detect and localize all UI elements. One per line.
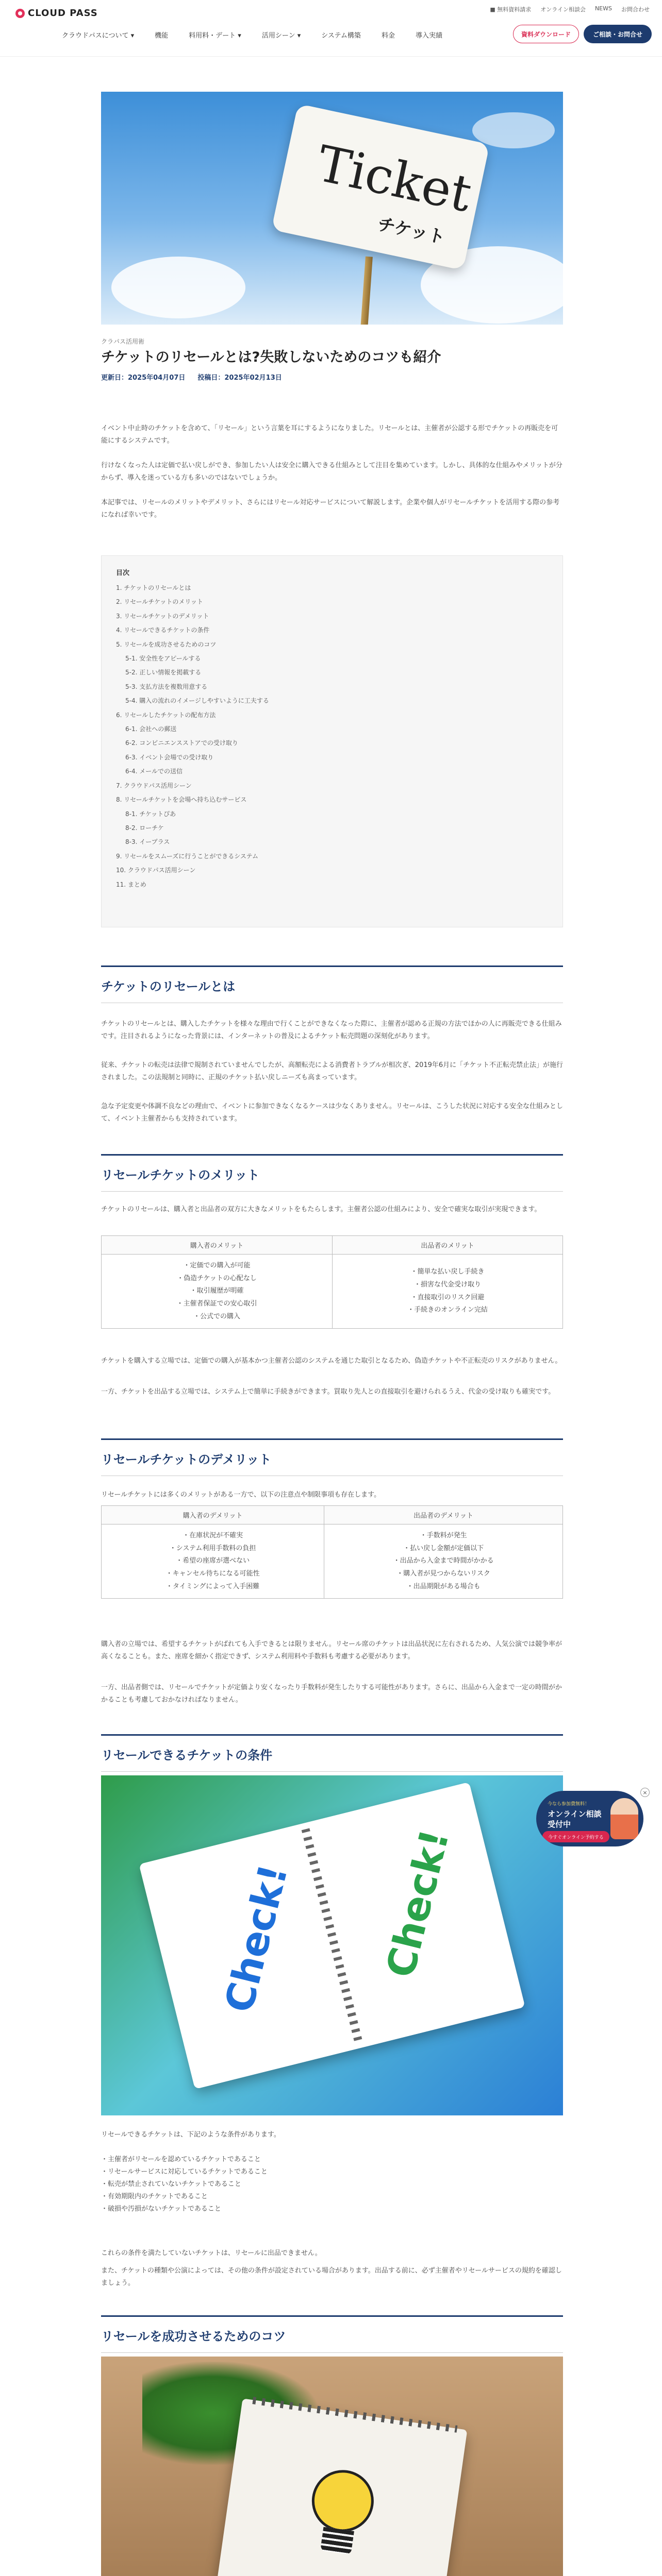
list-item: ・直接取引のリスク回避	[410, 1293, 485, 1301]
nav-item-about[interactable]: クラウドパスについて ▾	[62, 32, 135, 40]
lightbulb-base	[320, 2527, 354, 2555]
toc-item[interactable]: 5-3. 支払方法を複数用意する	[125, 683, 208, 690]
toc-item[interactable]: 5-1. 安全性をアピールする	[125, 655, 201, 663]
article-title: チケットのリセールとは?失敗しないためのコツも紹介	[101, 349, 441, 365]
toc-item[interactable]: 6-3. イベント会場での受け取り	[125, 753, 214, 761]
utility-link-consult[interactable]: オンライン相談会	[540, 6, 586, 13]
list-item: ・転売が禁止されていないチケットであること	[101, 2180, 241, 2189]
toc-item[interactable]: 9. リセールをスムーズに行うことができるシステム	[116, 852, 259, 860]
section-paragraph: チケットのリセールとは、購入したチケットを様々な理由で行くことができなくなった際に、主催者が認める正規の方法でほかの人に再販売できる仕組みです。注目されるようになった背景には、インターネットの普及によるチケット転売問題の深刻化があります。	[101, 1020, 562, 1041]
list-item: ・偽造チケットの心配なし	[177, 1274, 257, 1282]
section-paragraph: 購入者の立場では、希望するチケットがばれても入手できるとは限りません。リセール席のチケットは出品状況に左右されるため、人気公演では競争率が高くなることも。また、座席を細かく指定できず、システム利用料や手数料も考慮する必要があります。	[101, 1640, 562, 1661]
list-item: ・出品から入金まで時間がかかる	[393, 1557, 494, 1565]
nav-item-fees[interactable]: 料用料・デート ▾	[189, 32, 241, 40]
demerit-table	[101, 1505, 563, 1599]
toc-list	[116, 581, 548, 892]
table-header: 出品者のメリット	[333, 1236, 563, 1255]
ticket-word-jp: チケット	[375, 213, 448, 248]
table-cell	[102, 1255, 333, 1329]
toc-item[interactable]: 8-1. チケットぴあ	[125, 810, 176, 818]
list-item: ・主催者保証での安心取引	[176, 1300, 257, 1308]
toc-item[interactable]: 6-2. コンビニエンスストアでの受け取り	[125, 739, 238, 747]
list-item: ・リセールサービスに対応しているチケットであること	[101, 2168, 268, 2176]
notepad-rings	[252, 2397, 457, 2433]
nav-item-features[interactable]: 機能	[155, 32, 169, 40]
widget-reserve-button[interactable]: 今すぐオンライン予約する	[542, 1831, 609, 1842]
cloud-shape	[472, 112, 555, 148]
cloud-shape	[111, 257, 245, 318]
posted-date: 投稿日：2025年02月13日	[197, 374, 282, 382]
table-cell	[333, 1255, 563, 1329]
consult-widget[interactable]	[536, 1791, 643, 1846]
list-item: ・在庫状況が不確実	[183, 1532, 243, 1539]
list-item: ・簡単な払い戻し手続き	[410, 1268, 485, 1276]
notebook-rings	[302, 1828, 363, 2043]
list-item: ・取引履歴が明確	[190, 1287, 244, 1295]
utility-link-news[interactable]: NEWS	[594, 5, 612, 12]
intro-paragraph: イベント中止時のチケットを含めて、「リセール」という言葉を耳にするようになりました。リセールとは、主催者が公認する形でチケットの再販売を可能にするシステムです。	[101, 425, 558, 445]
toc-title: 目次	[116, 569, 130, 577]
lightbulb-icon	[308, 2466, 378, 2536]
toc-item[interactable]: 4. リセールできるチケットの条件	[116, 626, 210, 634]
nav-item-cases[interactable]: 導入実績	[415, 32, 442, 40]
updated-date: 更新日：2025年04月07日	[101, 374, 186, 382]
table-cell	[324, 1524, 563, 1599]
section-paragraph: 一方、出品者側では、リセールでチケットが定価より安くなったり手数料が発生したりする可能性があります。さらに、出品から入金まで一定の時間がかかることも考慮しておかなければなりません。	[101, 1684, 562, 1704]
toc-item[interactable]: 8. リセールチケットを会場へ持ち込むサービス	[116, 796, 247, 804]
list-item: ・購入者が見つからないリスク	[396, 1570, 490, 1578]
notepad-illustration	[213, 2398, 468, 2576]
toc-item[interactable]: 6-1. 会社への郵送	[125, 725, 177, 733]
list-item: ・タイミングによって入手困難	[166, 1582, 260, 1590]
section-paragraph: チケットのリセールは、購入者と出品者の双方に大きなメリットをもたらします。主催者公認の仕組みにより、安全で確実な取引が実現できます。	[101, 1206, 541, 1213]
toc-item[interactable]: 6. リセールしたチケットの配布方法	[116, 711, 216, 719]
download-docs-button[interactable]: 資料ダウンロード	[513, 25, 579, 43]
table-of-contents	[101, 555, 563, 927]
site-header	[0, 0, 662, 57]
list-item: ・手数料が発生	[420, 1532, 467, 1539]
logo-icon	[15, 9, 25, 18]
check-text-left: Check!	[216, 1860, 297, 2017]
toc-item[interactable]: 5-4. 購入の流れのイメージしやすいように工夫する	[125, 697, 269, 705]
toc-item[interactable]: 3. リセールチケットのデメリット	[116, 612, 209, 620]
ticket-stick	[360, 257, 373, 325]
list-item: ・有効期限内のチケットであること	[101, 2193, 208, 2201]
list-item: ・公式での購入	[193, 1312, 241, 1320]
section-paragraph: 一方、チケットを出品する立場では、システム上で簡単に手続きができます。買取り先人との直接取引を避けられるうえ、代金の受け取りも確実です。	[101, 1388, 555, 1396]
list-item: ・手続きのオンライン完結	[407, 1306, 488, 1314]
section-paragraph: チケットを購入する立場では、定価での購入が基本かつ主催者公認のシステムを通じた取引となるため、偽造チケットや不正転売のリスクがありません。	[101, 1357, 562, 1365]
table-cell	[102, 1524, 324, 1599]
utility-link-docs[interactable]: ■ 無料資料請求	[490, 6, 532, 13]
logo-text: CLOUD PASS	[28, 8, 98, 19]
logo[interactable]	[15, 8, 98, 19]
toc-item[interactable]: 5-2. 正しい情報を掲載する	[125, 669, 202, 676]
list-item: ・破損や汚損がないチケットであること	[101, 2205, 221, 2213]
section-heading: チケットのリセールとは	[101, 965, 563, 1003]
list-item: ・キャンセル待ちになる可能性	[166, 1570, 260, 1578]
section-heading: リセールを成功させるためのコツ	[101, 2315, 563, 2353]
merit-table	[101, 1235, 563, 1329]
widget-caption: 今なら参加費無料！	[548, 1802, 590, 1807]
list-item: ・出品期限がある場合も	[406, 1582, 481, 1590]
list-item: ・払い戻し金額が定価以下	[403, 1544, 484, 1552]
toc-item[interactable]: 10. クラウドパス活用シーン	[116, 867, 196, 874]
section-paragraph: これらの条件を満たしていないチケットは、リセールに出品できません。	[101, 2249, 322, 2257]
notebook-illustration	[139, 1782, 525, 2089]
article-category[interactable]: クラパス活用術	[101, 338, 145, 345]
table-header: 購入者のメリット	[102, 1236, 333, 1255]
widget-line2: 受付中	[548, 1820, 571, 1829]
nav-item-price[interactable]: 料金	[381, 32, 395, 40]
ticket-word: Ticket	[312, 134, 477, 224]
nav-item-scenes[interactable]: 活用シーン ▾	[261, 32, 301, 40]
section-paragraph: 従来、チケットの転売は法律で規制されていませんでしたが、高額転売による消費者トラブルが相次ぎ、2019年6月に「チケット不正転売禁止法」が施行されました。この法規制と同時に、正規のチケット払い戻しニーズも高まっています。	[101, 1061, 563, 1082]
section-heading: リセールできるチケットの条件	[101, 1734, 563, 1772]
article-dates	[101, 372, 563, 382]
section-paragraph: また、チケットの種類や公演によっては、その他の条件が設定されている場合があります。出品する前に、必ず主催者やリセールサービスの規約を確認しましょう。	[101, 2267, 562, 2287]
hero-image	[101, 92, 563, 325]
section-heading: リセールチケットのメリット	[101, 1154, 563, 1192]
toc-item[interactable]: 7. クラウドパス活用シーン	[116, 782, 192, 789]
utility-links	[490, 5, 650, 13]
operator-avatar	[610, 1798, 638, 1839]
toc-item[interactable]: 1. チケットのリセールとは	[116, 584, 191, 591]
toc-item[interactable]: 5. リセールを成功させるためのコツ	[116, 640, 217, 648]
list-item: ・定価での購入が可能	[183, 1262, 251, 1269]
list-item: ・主催者がリセールを認めているチケットであること	[101, 2156, 261, 2163]
intro-paragraph: 本記事では、リセールのメリットやデメリット、さらにはリセール対応サービスについて解説します。企業や個人がリセールチケットを活用する際の参考になれば幸いです。	[101, 499, 560, 519]
condition-list	[101, 2154, 563, 2215]
intro-paragraph: 行けなくなった人は定価で払い戻しができ、参加したい人は安全に購入できる仕組みとして注目を集めています。しかし、具体的な仕組みやメリットが分からず、導入を迷っている方も多いのではないでしょうか。	[101, 462, 562, 482]
nav-item-system[interactable]: システム構築	[321, 32, 361, 40]
list-item: ・システム利用手数料の負担	[169, 1544, 256, 1552]
toc-item[interactable]: 11. まとめ	[116, 880, 146, 888]
check-text-right: Check!	[377, 1825, 458, 1982]
close-icon[interactable]: ×	[640, 1788, 650, 1797]
main-nav	[62, 30, 442, 40]
section-paragraph: リセールチケットには多くのメリットがある一方で、以下の注意点や制限事項も存在します。	[101, 1491, 381, 1499]
checklist-image	[101, 1775, 563, 2115]
toc-item[interactable]: 8-2. ローチケ	[125, 824, 164, 832]
section-paragraph: 急な予定変更や体調不良などの理由で、イベントに参加できなくなるケースは少なくありません。リセールは、こうした状況に対応する安全な仕組みとして、イベント主催者からも支持されています。	[101, 1103, 563, 1123]
list-item: ・希望の座席が選べない	[176, 1557, 250, 1565]
widget-line1: オンライン相談	[548, 1809, 602, 1819]
ticket-card	[271, 104, 490, 270]
lightbulb-image	[101, 2357, 563, 2576]
toc-item[interactable]: 2. リセールチケットのメリット	[116, 598, 203, 606]
contact-button[interactable]: ご相談・お問合せ	[584, 25, 652, 43]
utility-link-contact[interactable]: お問合わせ	[621, 6, 650, 13]
toc-item[interactable]: 6-4. メールでの送信	[125, 768, 183, 775]
list-item: ・損害な代金受け取り	[414, 1281, 482, 1289]
section-heading: リセールチケットのデメリット	[101, 1438, 563, 1476]
section-paragraph: リセールできるチケットは、下記のような条件があります。	[101, 2131, 280, 2139]
toc-item[interactable]: 8-3. イープラス	[125, 838, 170, 846]
table-header: 出品者のデメリット	[324, 1506, 563, 1524]
table-header: 購入者のデメリット	[102, 1506, 324, 1524]
